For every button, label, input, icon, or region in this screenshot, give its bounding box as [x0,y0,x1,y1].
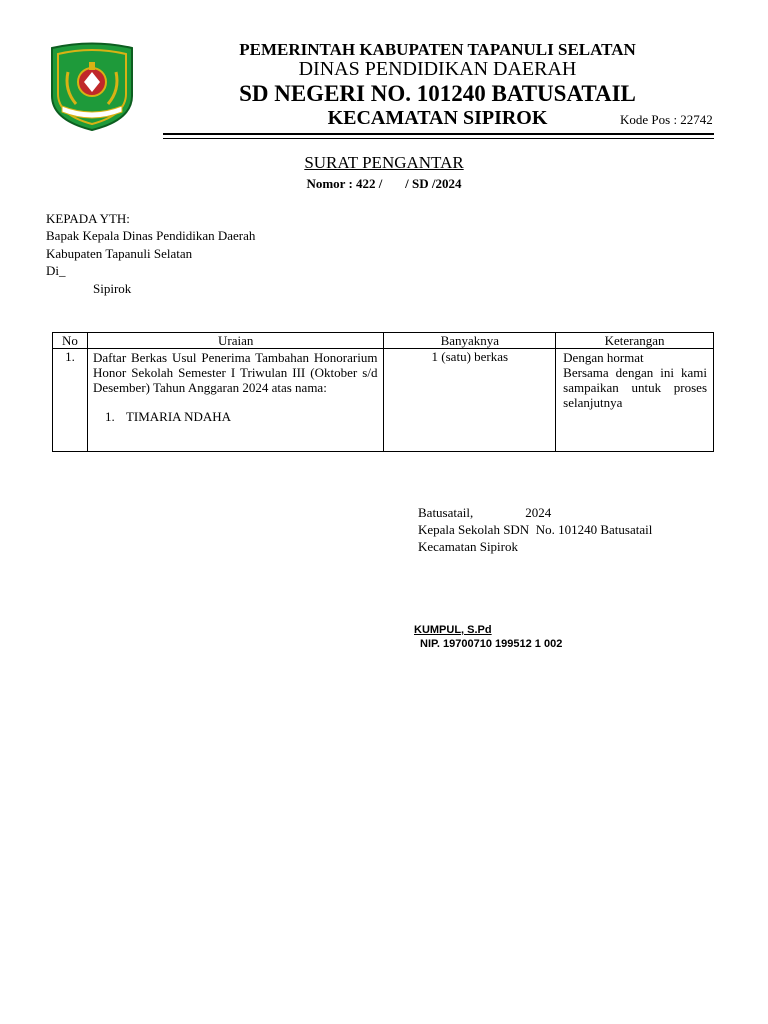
recipient-city: Sipirok [93,281,132,296]
header-banyaknya: Banyaknya [384,333,556,349]
cell-uraian [87,349,384,452]
uraian-text: Daftar Berkas Usul Penerima Tambahan Honorarium Honor Sekolah Semester I Triwulan III (Oktober s/d Desember) Tahun Anggaran 2024 atas nama: [92,350,378,395]
keterangan-line-1: Dengan hormat [563,350,644,365]
letter-title: SURAT PENGANTAR [304,153,464,172]
recipient-line-1: Bapak Kepala Dinas Pendidikan Daerah [46,228,256,243]
regency-logo [46,42,138,132]
department-name: DINAS PENDIDIKAN DAERAH [298,58,577,80]
keterangan-line-2: Bersama dengan ini kami sampaikan untuk proses selanjutnya [563,365,707,410]
header-keterangan: Keterangan [556,333,714,349]
postcode: Kode Pos : 22742 [620,112,713,127]
government-name: PEMERINTAH KABUPATEN TAPANULI SELATAN [239,40,636,59]
recipient-line-2: Kabupaten Tapanuli Selatan [46,246,193,261]
names-list [88,409,384,424]
header-uraian: Uraian [87,333,384,349]
list-item: 1. TIMARIA NDAHA [118,409,384,424]
table-header-row [53,333,714,349]
signatory-subdistrict: Kecamatan Sipirok [418,539,518,554]
signatory-nip: NIP. 19700710 199512 1 002 [420,638,563,650]
cell-keterangan [556,349,714,452]
cell-no: 1. [53,349,88,452]
cell-banyaknya: 1 (satu) berkas [384,349,556,452]
signatory-position: Kepala Sekolah SDN No. 101240 Batusatail [418,522,653,537]
school-name: SD NEGERI NO. 101240 BATUSATAIL [239,81,636,106]
signatory-name: KUMPUL, S.Pd [414,624,492,636]
document-table [52,332,714,452]
header-no: No [53,333,88,349]
letterhead-divider-thin [163,138,714,139]
letter-number: Nomor : 422 / / SD /2024 [306,176,462,191]
letterhead-divider-thick [163,133,714,135]
place-date: Batusatail, 2024 [418,505,552,520]
recipient-line-3: Di_ [46,263,66,278]
recipient-salutation: KEPADA YTH: [46,211,130,226]
district-name: KECAMATAN SIPIROK [327,107,548,129]
table-row [53,349,714,452]
